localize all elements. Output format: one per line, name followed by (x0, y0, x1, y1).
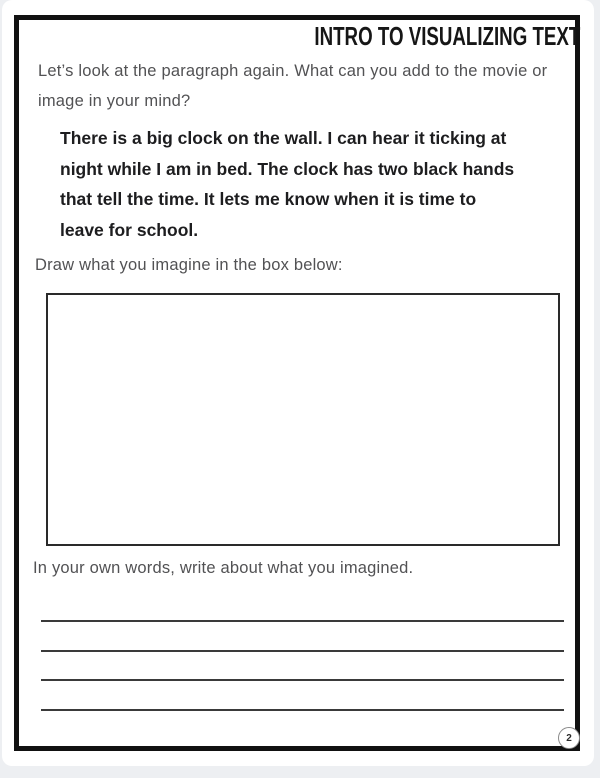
writing-line[interactable] (41, 679, 564, 681)
passage-text (60, 123, 514, 245)
passage-text-line: night while I am in bed. The clock has two black hands (60, 158, 515, 179)
page-number: 2 (566, 732, 572, 744)
writing-line[interactable] (41, 709, 564, 711)
intro-text (38, 56, 547, 116)
passage-text-line: leave for school. (60, 219, 199, 240)
writing-lines-area (41, 620, 564, 711)
page-title: INTRO TO VISUALIZING TEXT (314, 21, 580, 51)
worksheet-page (2, 0, 594, 766)
write-prompt-label: In your own words, write about what you imagined. (33, 559, 414, 577)
drawing-box[interactable] (46, 293, 560, 546)
intro-text-line: Let’s look at the paragraph again. What can you add to the movie or (38, 62, 548, 80)
writing-line[interactable] (41, 620, 564, 622)
passage-text-line: There is a big clock on the wall. I can hear it ticking at (60, 128, 507, 148)
writing-line[interactable] (41, 650, 564, 652)
intro-text-line: image in your mind? (38, 92, 191, 110)
passage-text-line: that tell the time. It lets me know when it is time to (60, 189, 477, 209)
draw-prompt-label: Draw what you imagine in the box below: (35, 256, 343, 274)
page-number-badge (558, 727, 580, 749)
